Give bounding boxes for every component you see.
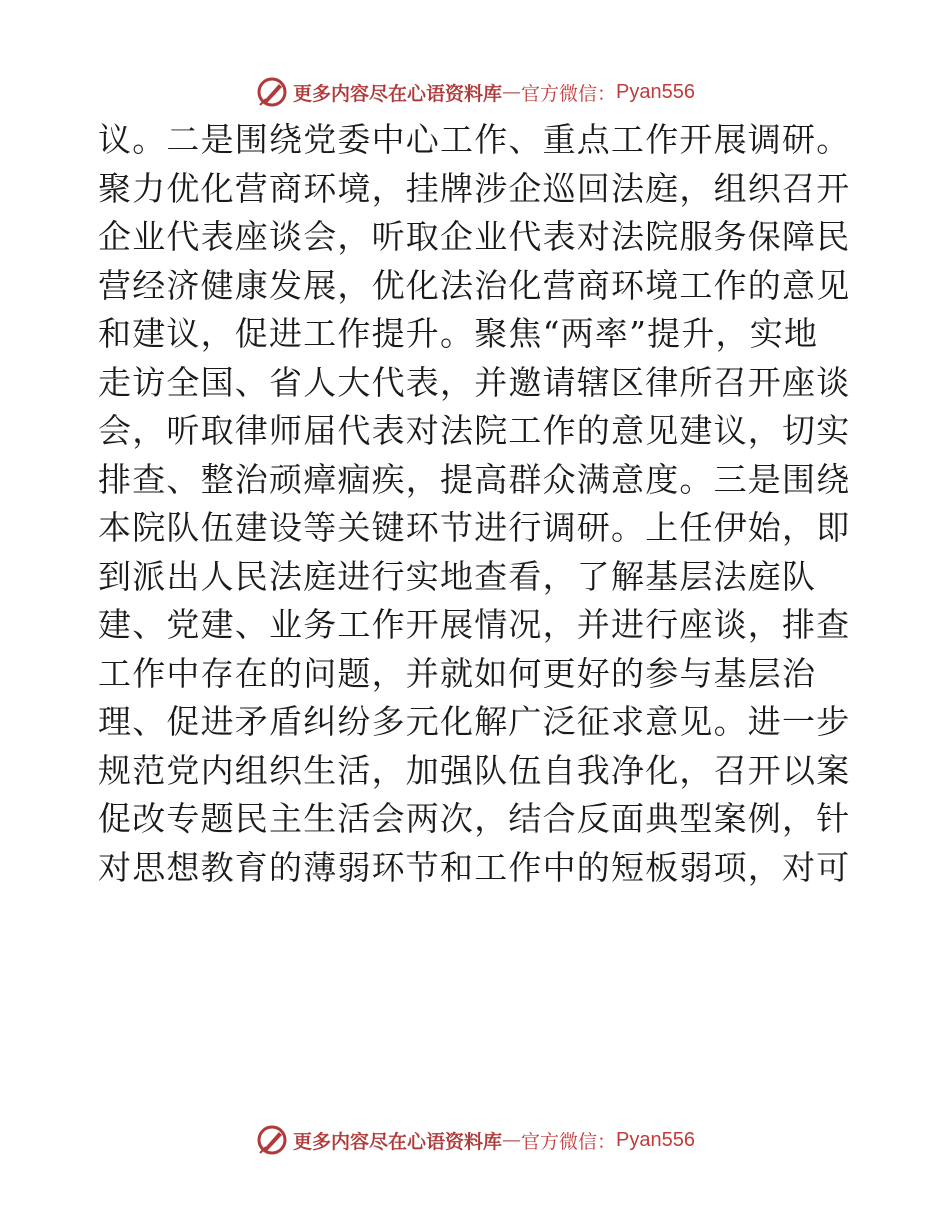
body-line: 规范党内组织生活，加强队伍自我净化，召开以案 (98, 750, 851, 790)
body-line: 促改专题民主生活会两次，结合反面典型案例，针 (98, 799, 851, 838)
body-line: 企业代表座谈会，听取企业代表对法院服务保障民 (98, 217, 851, 256)
body-line: 本院队伍建设等关键环节进行调研。上任伊始，即 (98, 508, 851, 547)
body-line: 对思想教育的薄弱环节和工作中的短板弱项，对可 (98, 847, 851, 887)
body-line: 排查、整治顽瘴痼疾，提高群众满意度。三是围绕 (98, 459, 851, 499)
body-line: 理、促进矛盾纠纷多元化解广泛征求意见。进一步 (98, 702, 851, 741)
banner-wechat-label: 官方微信： (521, 1130, 617, 1153)
body-line: 建、党建、业务工作开展情况，并进行座谈，排查 (98, 605, 851, 644)
quill-logo-icon (255, 1123, 289, 1157)
body-line: 工作中存在的问题，并就如何更好的参与基层治 (98, 653, 817, 693)
body-line: 议。二是围绕党委中心工作、重点工作开展调研。 (98, 120, 851, 159)
document-body (98, 116, 858, 892)
body-line: 走访全国、省人大代表，并邀请辖区律所召开座谈 (98, 362, 851, 402)
banner-wechat-id: Pyan556 (616, 80, 695, 103)
header-banner (0, 72, 950, 112)
banner-separator: — (502, 1129, 522, 1151)
banner-site-name: 更多内容尽在心语资料库 (293, 1130, 503, 1153)
body-line: 聚力优化营商环境，挂牌涉企巡回法庭，组织召开 (98, 168, 851, 208)
body-line: 到派出人民法庭进行实地查看，了解基层法庭队 (98, 556, 817, 596)
banner-separator: — (502, 81, 522, 103)
banner-wechat-id: Pyan556 (616, 1128, 695, 1151)
body-line: 会，听取律师届代表对法院工作的意见建议，切实 (98, 411, 851, 450)
body-line: 和建议，促进工作提升。聚焦“两率”提升，实地 (98, 314, 819, 353)
quill-logo-icon (255, 75, 289, 109)
banner-wechat-label: 官方微信： (521, 82, 617, 105)
footer-banner (0, 1120, 950, 1160)
banner-site-name: 更多内容尽在心语资料库 (293, 82, 503, 105)
body-line: 营经济健康发展，优化法治化营商环境工作的意见 (98, 265, 851, 305)
